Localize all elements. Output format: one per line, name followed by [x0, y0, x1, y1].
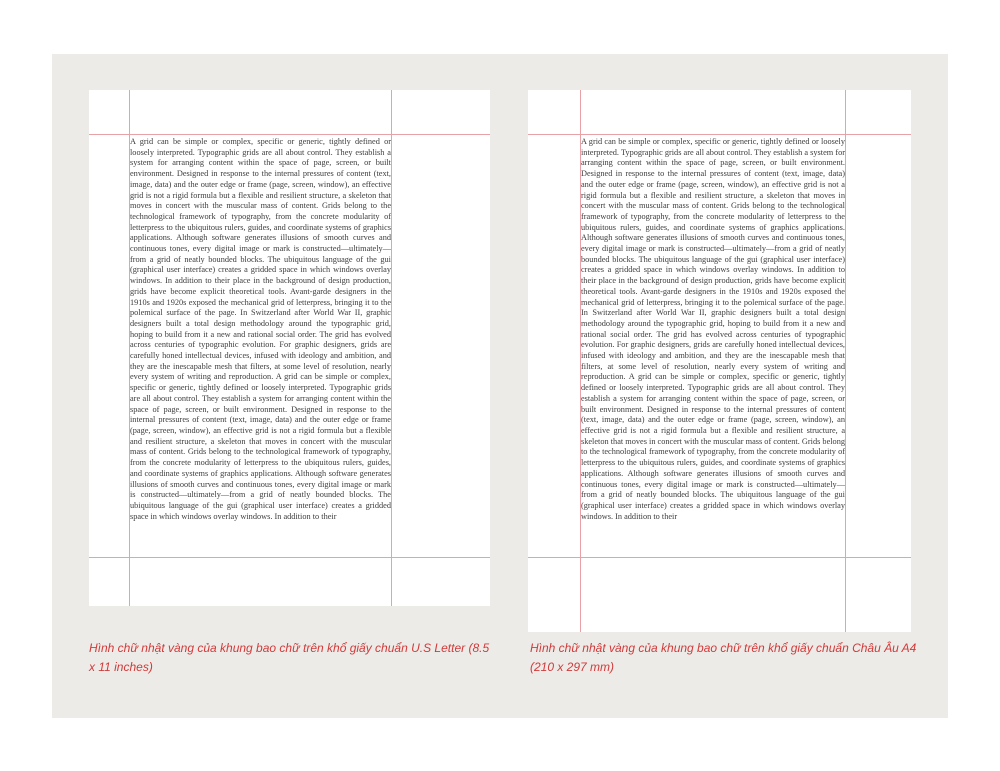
top-margin-guide: [528, 134, 911, 135]
letter-page: [89, 90, 490, 606]
top-margin-guide: [89, 134, 490, 135]
letter-caption: Hình chữ nhật vàng của khung bao chữ trên khổ giấy chuẩn U.S Letter (8.5 x 11 inches): [89, 641, 490, 674]
a4-page: [528, 90, 911, 632]
right-margin-guide: [391, 90, 392, 606]
right-margin-guide: [845, 90, 846, 632]
a4-text-block: A grid can be simple or complex, specific or generic, tightly defined or loosely interpreted. Typographic grids are all about control. They establish a system for arranging content within the space of page, screen, or built environment. Designed in response to the internal pressures of content (text, image, data) and the outer edge or frame (page, screen, window), an effective grid is not a rigid formula but a flexible and resilient structure, a skeleton that moves in concert with the muscular mass of content. Grids belong to the technological framework of typography, from the concrete modularity of letterpress to the ubiquitous rulers, guides, and coordinate systems of graphics applications. Although software generates illusions of smooth curves and continuous tones, every digital image or mark is constructed—ultimately—from a grid of neatly bounded blocks. The ubiquitous language of the gui (graphical user interface) creates a gridded space in which windows overlay windows. In addition to their place in the background of design production, grids have become explicit theoretical tools. Avant-garde designers in the 1910s and 1920s exposed the mechanical grid of letterpress, bringing it to the polemical surface of the page. In Switzerland after World War II, graphic designers built a total design methodology around the typographic grid, hoping to build from it a new and rational social order. The grid has evolved across centuries of typographic evolution. For graphic designers, grids are carefully honed intellectual devices, infused with ideology and ambition, and they are the inescapable mesh that filters, at some level of resolution, nearly every system of writing and reproduction. A grid can be simple or complex, specific or generic, tightly defined or loosely interpreted. Typographic grids are all about control. They establish a system for arranging content within the space of page, screen, or built environment. Designed in response to the internal pressures of content (text, image, data) and the outer edge or frame (page, screen, window), an effective grid is not a rigid formula but a flexible and resilient structure, a skeleton that moves in concert with the muscular mass of content. Grids belong to the technological framework of typography, from the concrete modularity of letterpress to the ubiquitous rulers, guides, and coordinate systems of graphics applications. Although software generates illusions of smooth curves and continuous tones, every digital image or mark is constructed—ultimately—from a grid of neatly bounded blocks. The ubiquitous language of the gui (graphical user interface) creates a gridded space in which windows overlay windows. In addition to their: [581, 137, 845, 521]
a4-caption: Hình chữ nhật vàng của khung bao chữ trên khổ giấy chuẩn Châu Âu A4 (210 x 297 mm): [530, 641, 917, 674]
letter-text-block: A grid can be simple or complex, specific or generic, tightly defined or loosely interpreted. Typographic grids are all about control. They establish a system for arranging content within the space of page, screen, or built environment. Designed in response to the internal pressures of content (text, image, data) and the outer edge or frame (page, screen, window), an effective grid is not a rigid formula but a flexible and resilient structure, a skeleton that moves in concert with the muscular mass of content. Grids belong to the technological framework of typography, from the concrete modularity of letterpress to the ubiquitous rulers, guides, and coordinate systems of graphics applications. Although software generates illusions of smooth curves and continuous tones, every digital image or mark is constructed—ultimately—from a grid of neatly bounded blocks. The ubiquitous language of the gui (graphical user interface) creates a gridded space in which windows overlay windows. In addition to their place in the background of design production, grids have become explicit theoretical tools. Avant-garde designers in the 1910s and 1920s exposed the mechanical grid of letterpress, bringing it to the polemical surface of the page. In Switzerland after World War II, graphic designers built a total design methodology around the typographic grid, hoping to build from it a new and rational social order. The grid has evolved across centuries of typographic evolution. For graphic designers, grids are carefully honed intellectual devices, infused with ideology and ambition, and they are the inescapable mesh that filters, at some level of resolution, nearly every system of writing and reproduction. A grid can be simple or complex, specific or generic, tightly defined or loosely interpreted. Typographic grids are all about control. They establish a system for arranging content within the space of page, screen, or built environment. Designed in response to the internal pressures of content (text, image, data) and the outer edge or frame (page, screen, window), an effective grid is not a rigid formula but a flexible and resilient structure, a skeleton that moves in concert with the muscular mass of content. Grids belong to the technological framework of typography, from the concrete modularity of letterpress to the ubiquitous rulers, guides, and coordinate systems of graphics applications. Although software generates illusions of smooth curves and continuous tones, every digital image or mark is constructed—ultimately—from a grid of neatly bounded blocks. The ubiquitous language of the gui (graphical user interface) creates a gridded space in which windows overlay windows. In addition to their: [130, 137, 391, 521]
